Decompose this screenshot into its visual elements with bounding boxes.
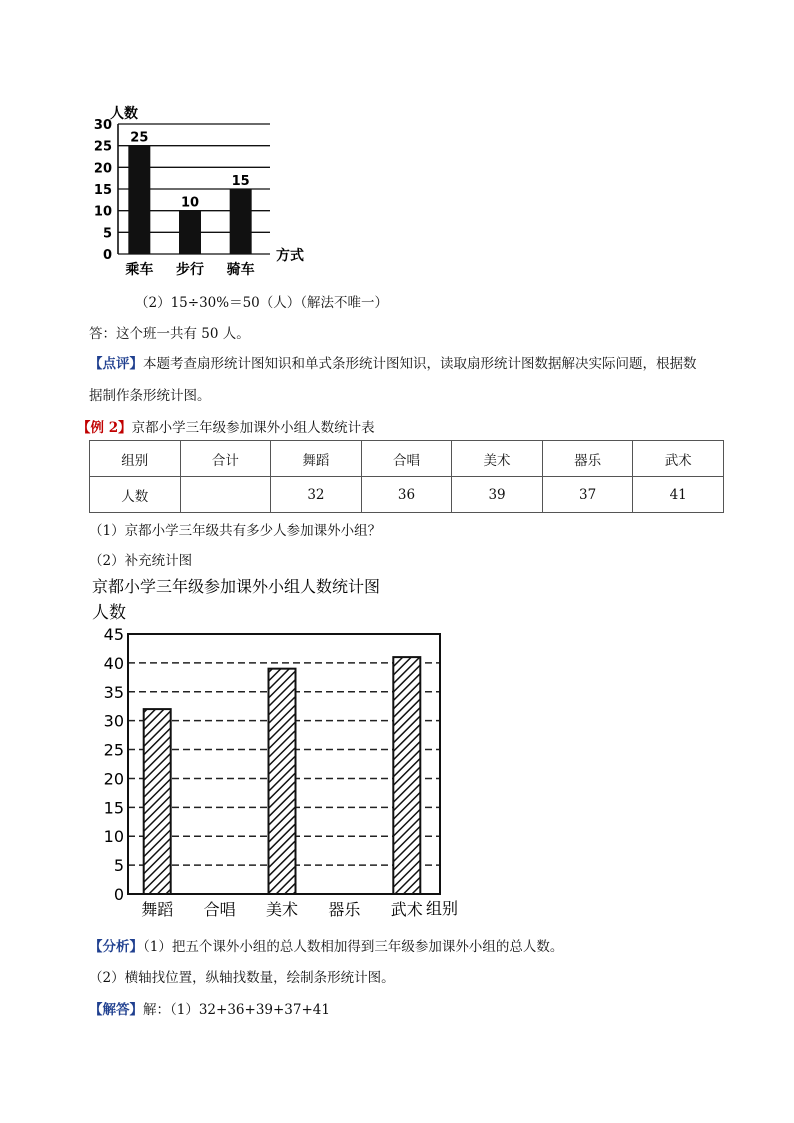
example2-tag: 【例 2】 bbox=[77, 420, 132, 436]
solution-line bbox=[89, 998, 330, 1018]
chart1-data-label: 10 bbox=[180, 195, 200, 211]
chart1-ytick-label: 10 bbox=[93, 204, 112, 220]
table-cell: 41 bbox=[633, 477, 724, 513]
club-bar-chart bbox=[88, 572, 468, 924]
chart2-ytick-label: 30 bbox=[103, 711, 124, 731]
chart1-bar bbox=[179, 211, 201, 254]
chart2-ytick-label: 35 bbox=[103, 682, 124, 702]
chart2-ytick-label: 15 bbox=[103, 798, 124, 818]
table-cell: 人数 bbox=[90, 477, 181, 513]
chart2-ytick-label: 0 bbox=[113, 885, 124, 904]
chart2-category-label: 美术 bbox=[265, 900, 299, 919]
chart1-ytick-label: 5 bbox=[102, 226, 112, 242]
comment-text-1: 本题考查扇形统计图知识和单式条形统计图知识，读取扇形统计图数据解决实际问题，根据数 bbox=[143, 356, 697, 372]
table-cell: 32 bbox=[271, 477, 362, 513]
stats-table bbox=[89, 440, 724, 513]
table-cell: 39 bbox=[452, 477, 543, 513]
table-cell: 舞蹈 bbox=[271, 441, 362, 477]
table-cell: 36 bbox=[361, 477, 452, 513]
analysis-line-1 bbox=[89, 935, 563, 955]
chart1-ytick-label: 30 bbox=[93, 118, 112, 133]
chart2-ytick-label: 20 bbox=[103, 769, 124, 789]
chart1-ytick-label: 20 bbox=[93, 161, 112, 177]
chart2-xlabel: 组别 bbox=[426, 899, 459, 918]
table-cell: 37 bbox=[542, 477, 633, 513]
chart1-data-label: 15 bbox=[231, 174, 250, 189]
table-cell: 合计 bbox=[180, 441, 271, 477]
transport-bar-chart bbox=[88, 100, 318, 280]
chart1-ytick-label: 15 bbox=[93, 183, 112, 198]
analysis-text-1: （1）把五个课外小组的总人数相加得到三年级参加课外小组的总人数。 bbox=[143, 939, 564, 955]
table-cell-blank[interactable] bbox=[180, 477, 271, 513]
chart1-ytick-label: 25 bbox=[93, 139, 112, 155]
chart2-bar bbox=[269, 669, 296, 894]
chart2-bar bbox=[393, 657, 420, 894]
chart2-ytick-label: 10 bbox=[103, 827, 124, 847]
table-cell: 合唱 bbox=[361, 441, 452, 477]
answer-line: 答：这个班一共有 50 人。 bbox=[89, 326, 250, 342]
q2-solution-line: （2）15÷30%＝50（人）（解法不唯一） bbox=[135, 295, 389, 311]
table-cell: 组别 bbox=[90, 441, 181, 477]
chart2-bar bbox=[144, 709, 171, 894]
question-1: （1）京都小学三年级共有多少人参加课外小组？ bbox=[89, 523, 382, 539]
chart1-xlabel: 方式 bbox=[276, 248, 304, 264]
comment-tag: 【点评】 bbox=[89, 356, 143, 372]
solution-text: 解：（1）32+36+39+37+41 bbox=[143, 1002, 330, 1018]
chart1-bar bbox=[230, 189, 252, 254]
chart2-category-label: 武术 bbox=[390, 900, 423, 919]
chart1-bar bbox=[128, 146, 150, 254]
analysis-text-2: （2）横轴找位置，纵轴找数量，绘制条形统计图。 bbox=[89, 970, 395, 986]
table-cell: 器乐 bbox=[542, 441, 633, 477]
table-cell: 武术 bbox=[633, 441, 724, 477]
table-cell: 美术 bbox=[452, 441, 543, 477]
chart1-data-label: 25 bbox=[130, 130, 149, 146]
chart1-category-label: 骑车 bbox=[226, 262, 255, 278]
chart2-category-label: 合唱 bbox=[203, 900, 236, 919]
comment-line-1 bbox=[89, 352, 697, 372]
chart2-ytick-label: 40 bbox=[103, 653, 124, 673]
chart1-category-label: 乘车 bbox=[125, 262, 154, 278]
chart1-ytick-label: 0 bbox=[102, 248, 112, 263]
example2-title: 京都小学三年级参加课外小组人数统计表 bbox=[131, 420, 375, 436]
chart2-ytick-label: 5 bbox=[113, 856, 124, 876]
chart2-ytick-label: 45 bbox=[103, 625, 124, 644]
chart1-category-label: 步行 bbox=[176, 262, 204, 278]
chart1-ylabel: 人数 bbox=[110, 106, 138, 122]
chart2-ytick-label: 25 bbox=[103, 740, 124, 760]
chart2-category-label: 器乐 bbox=[328, 900, 361, 919]
question-2: （2）补充统计图 bbox=[89, 553, 193, 569]
example2-heading bbox=[77, 416, 375, 436]
chart2-category-label: 舞蹈 bbox=[141, 900, 174, 919]
analysis-tag: 【分析】 bbox=[89, 939, 143, 955]
solution-tag: 【解答】 bbox=[89, 1002, 143, 1018]
comment-text-2: 据制作条形统计图。 bbox=[89, 388, 211, 404]
table-header-row bbox=[90, 441, 724, 477]
chart2-title: 京都小学三年级参加课外小组人数统计图 bbox=[92, 577, 381, 596]
chart2-ylabel: 人数 bbox=[92, 603, 126, 623]
table-row bbox=[90, 477, 724, 513]
